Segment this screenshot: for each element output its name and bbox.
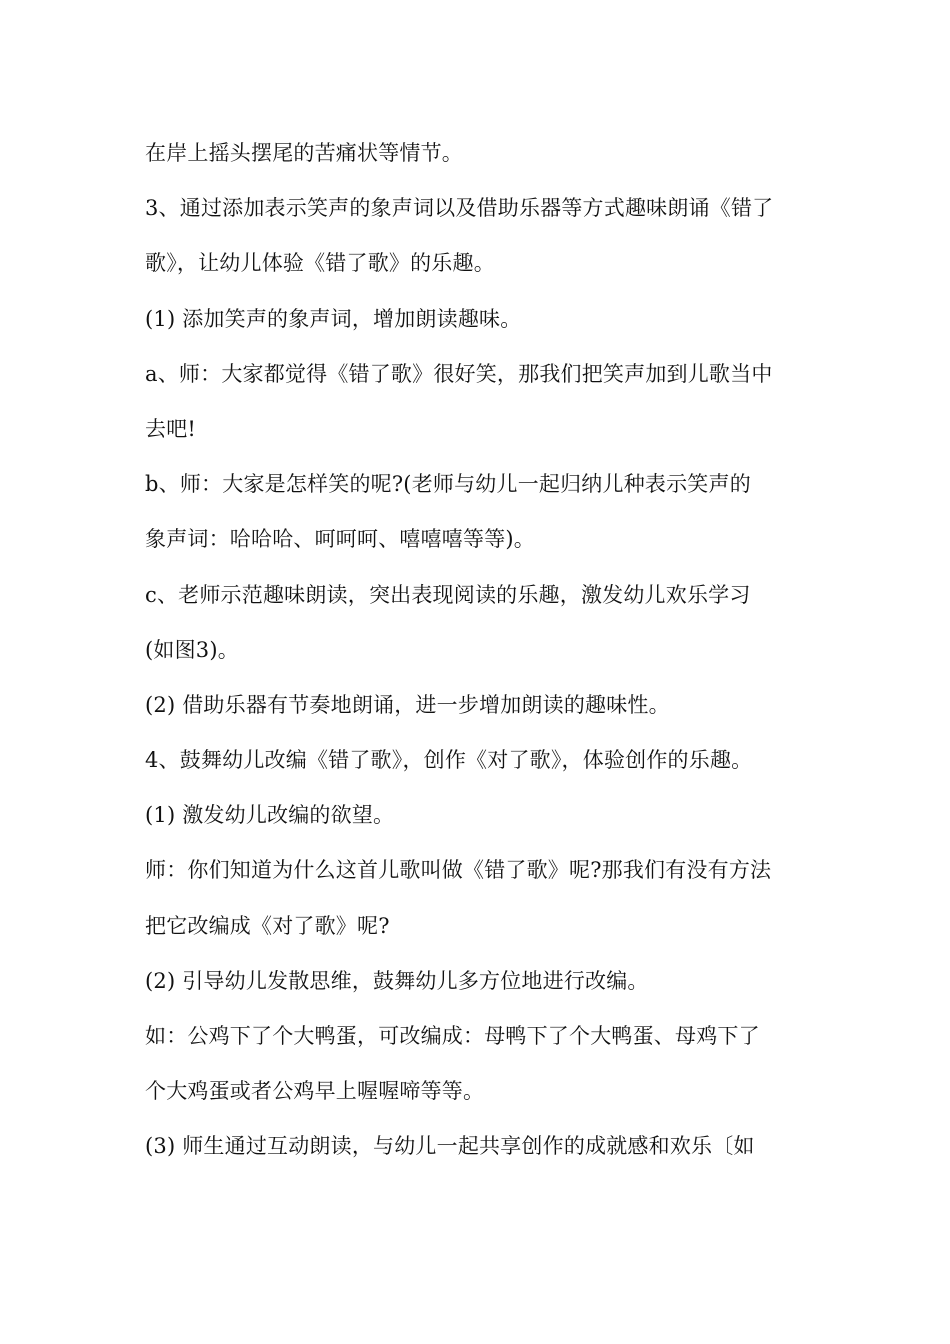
text-line: (1) 添加笑声的象声词，增加朗读趣味。 xyxy=(145,306,522,331)
text-line: 个大鸡蛋或者公鸡早上喔喔啼等等。 xyxy=(145,1079,485,1104)
text-line: 师：你们知道为什么这首儿歌叫做《错了歌》呢?那我们有没有方法 xyxy=(145,858,772,883)
text-line: 去吧! xyxy=(145,416,197,441)
text-line: (1) 激发幼儿改编的欲望。 xyxy=(145,803,395,828)
text-line: 象声词：哈哈哈、呵呵呵、嘻嘻嘻等等)。 xyxy=(145,527,535,552)
text-line: 4、鼓舞幼儿改编《错了歌》，创作《对了歌》，体验创作的乐趣。 xyxy=(145,748,753,773)
text-line: 把它改编成《对了歌》呢? xyxy=(145,913,390,938)
text-line: (2) 借助乐器有节奏地朗诵，进一步增加朗读的趣味性。 xyxy=(145,692,670,717)
text-line: a、师：大家都觉得《错了歌》很好笑，那我们把笑声加到儿歌当中 xyxy=(145,361,773,386)
text-line: 在岸上摇头摆尾的苦痛状等情节。 xyxy=(145,141,463,165)
text-line: (3) 师生通过互动朗读，与幼儿一起共享创作的成就感和欢乐〔如 xyxy=(145,1134,755,1159)
text-line: (如图3)。 xyxy=(145,637,239,662)
text-line: 歌》，让幼儿体验《错了歌》的乐趣。 xyxy=(145,251,495,276)
text-line: 3、通过添加表示笑声的象声词以及借助乐器等方式趣味朗诵《错了 xyxy=(145,196,774,221)
text-line: b、师：大家是怎样笑的呢?(老师与幼儿一起归纳儿种表示笑声的 xyxy=(145,472,751,497)
document-body xyxy=(145,126,815,1175)
text-line: 如：公鸡下了个大鸭蛋，可改编成：母鸭下了个大鸭蛋、母鸡下了 xyxy=(145,1024,760,1048)
text-line: (2) 引导幼儿发散思维，鼓舞幼儿多方位地进行改编。 xyxy=(145,968,649,993)
text-line: c、老师示范趣味朗读，突出表现阅读的乐趣，激发幼儿欢乐学习 xyxy=(145,582,751,607)
